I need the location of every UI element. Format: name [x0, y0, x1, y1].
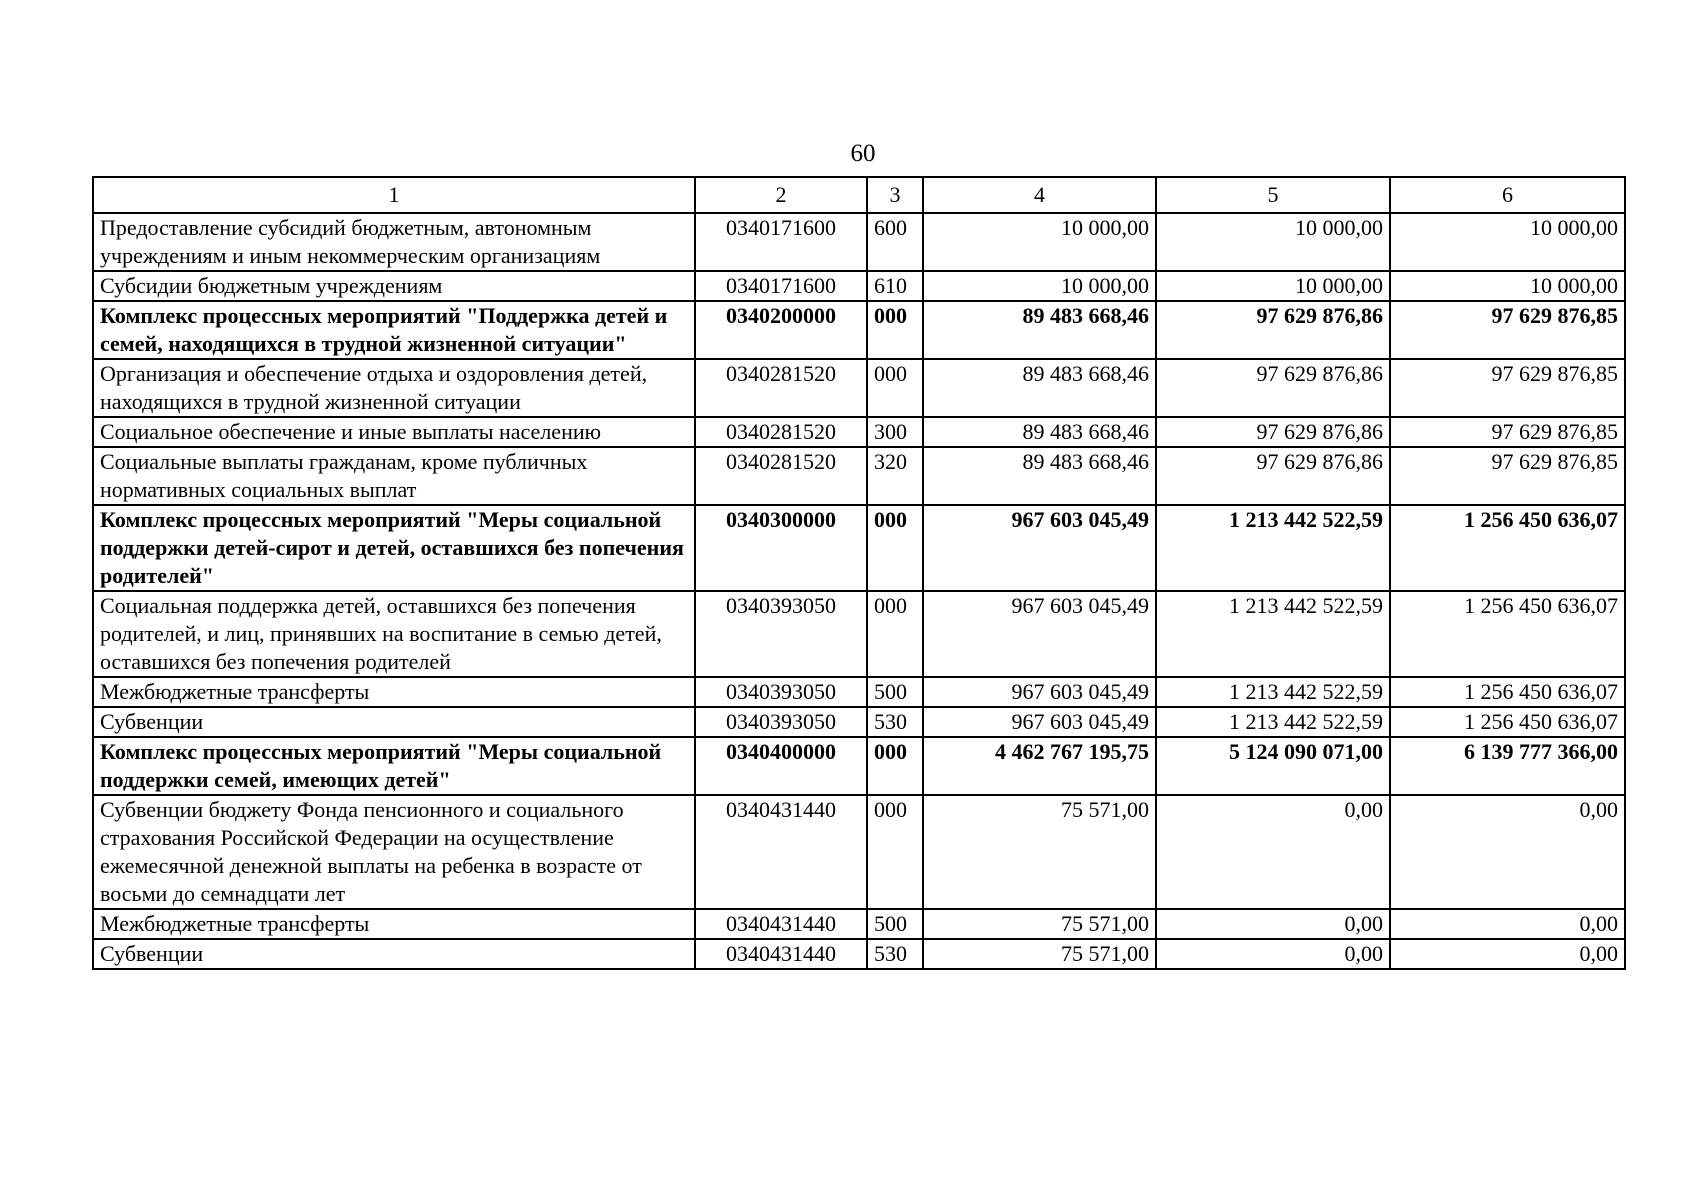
row-amount-col4: 967 603 045,49 — [923, 591, 1156, 677]
table-row — [93, 707, 1625, 737]
row-amount-col5: 0,00 — [1156, 795, 1390, 909]
row-amount-col4: 75 571,00 — [923, 795, 1156, 909]
row-amount-col6: 1 256 450 636,07 — [1390, 591, 1625, 677]
row-kind-cell: 610 — [867, 271, 923, 301]
row-amount-col4: 89 483 668,46 — [923, 359, 1156, 417]
row-amount-col5: 97 629 876,86 — [1156, 447, 1390, 505]
table-row — [93, 417, 1625, 447]
row-name-cell: Комплекс процессных мероприятий "Поддержка детей и семей, находящихся в трудной жизненной ситуации" — [93, 301, 695, 359]
row-amount-col5: 1 213 442 522,59 — [1156, 707, 1390, 737]
row-amount-col6: 1 256 450 636,07 — [1390, 505, 1625, 591]
row-amount-col4: 4 462 767 195,75 — [923, 737, 1156, 795]
row-name-cell: Комплекс процессных мероприятий "Меры социальной поддержки детей-сирот и детей, оставшихся без попечения родителей" — [93, 505, 695, 591]
row-amount-col4: 967 603 045,49 — [923, 707, 1156, 737]
row-code-cell: 0340300000 — [695, 505, 867, 591]
row-amount-col6: 6 139 777 366,00 — [1390, 737, 1625, 795]
table-row — [93, 359, 1625, 417]
row-name-cell: Субвенции — [93, 707, 695, 737]
row-kind-cell: 300 — [867, 417, 923, 447]
row-amount-col6: 97 629 876,85 — [1390, 359, 1625, 417]
row-kind-cell: 000 — [867, 591, 923, 677]
row-name-cell: Социальное обеспечение и иные выплаты населению — [93, 417, 695, 447]
row-kind-cell: 530 — [867, 939, 923, 969]
row-amount-col5: 0,00 — [1156, 909, 1390, 939]
row-amount-col6: 10 000,00 — [1390, 271, 1625, 301]
table-row — [93, 939, 1625, 969]
row-code-cell: 0340393050 — [695, 677, 867, 707]
row-kind-cell: 000 — [867, 737, 923, 795]
row-name-cell: Социальная поддержка детей, оставшихся без попечения родителей, и лиц, принявших на воспитание в семью детей, оставшихся без попечения родителей — [93, 591, 695, 677]
row-amount-col6: 1 256 450 636,07 — [1390, 677, 1625, 707]
table-row — [93, 271, 1625, 301]
row-kind-cell: 600 — [867, 213, 923, 271]
row-amount-col6: 97 629 876,85 — [1390, 301, 1625, 359]
row-amount-col5: 97 629 876,86 — [1156, 417, 1390, 447]
column-header: 6 — [1390, 177, 1625, 213]
row-code-cell: 0340393050 — [695, 591, 867, 677]
row-kind-cell: 000 — [867, 505, 923, 591]
row-kind-cell: 000 — [867, 359, 923, 417]
row-name-cell: Комплекс процессных мероприятий "Меры социальной поддержки семей, имеющих детей" — [93, 737, 695, 795]
table-row — [93, 677, 1625, 707]
row-code-cell: 0340431440 — [695, 909, 867, 939]
row-amount-col5: 97 629 876,86 — [1156, 301, 1390, 359]
row-amount-col5: 10 000,00 — [1156, 213, 1390, 271]
row-amount-col6: 1 256 450 636,07 — [1390, 707, 1625, 737]
row-name-cell: Субсидии бюджетным учреждениям — [93, 271, 695, 301]
row-amount-col6: 0,00 — [1390, 939, 1625, 969]
row-code-cell: 0340400000 — [695, 737, 867, 795]
header-row — [93, 177, 1625, 213]
row-amount-col4: 89 483 668,46 — [923, 447, 1156, 505]
row-amount-col4: 89 483 668,46 — [923, 301, 1156, 359]
column-header: 4 — [923, 177, 1156, 213]
row-code-cell: 0340281520 — [695, 417, 867, 447]
row-name-cell: Предоставление субсидий бюджетным, автономным учреждениям и иным некоммерческим организациям — [93, 213, 695, 271]
row-amount-col5: 1 213 442 522,59 — [1156, 505, 1390, 591]
row-amount-col6: 0,00 — [1390, 795, 1625, 909]
row-amount-col5: 1 213 442 522,59 — [1156, 677, 1390, 707]
column-header: 2 — [695, 177, 867, 213]
table-row — [93, 909, 1625, 939]
row-kind-cell: 530 — [867, 707, 923, 737]
page-number: 60 — [850, 140, 876, 167]
row-code-cell: 0340281520 — [695, 359, 867, 417]
row-kind-cell: 500 — [867, 909, 923, 939]
row-code-cell: 0340431440 — [695, 939, 867, 969]
row-name-cell: Организация и обеспечение отдыха и оздоровления детей, находящихся в трудной жизненной ситуации — [93, 359, 695, 417]
row-name-cell: Субвенции бюджету Фонда пенсионного и социального страхования Российской Федерации на осуществление ежемесячной денежной выплаты на ребенка в возрасте от восьми до семнадцати лет — [93, 795, 695, 909]
table-row — [93, 591, 1625, 677]
column-header: 3 — [867, 177, 923, 213]
row-name-cell: Межбюджетные трансферты — [93, 909, 695, 939]
row-code-cell: 0340431440 — [695, 795, 867, 909]
table-row — [93, 213, 1625, 271]
row-code-cell: 0340393050 — [695, 707, 867, 737]
row-amount-col5: 1 213 442 522,59 — [1156, 591, 1390, 677]
table-row — [93, 505, 1625, 591]
column-header: 5 — [1156, 177, 1390, 213]
row-amount-col6: 0,00 — [1390, 909, 1625, 939]
row-amount-col6: 97 629 876,85 — [1390, 447, 1625, 505]
row-kind-cell: 500 — [867, 677, 923, 707]
row-amount-col4: 967 603 045,49 — [923, 677, 1156, 707]
row-name-cell: Субвенции — [93, 939, 695, 969]
table-row — [93, 301, 1625, 359]
row-amount-col4: 89 483 668,46 — [923, 417, 1156, 447]
row-name-cell: Межбюджетные трансферты — [93, 677, 695, 707]
row-amount-col5: 10 000,00 — [1156, 271, 1390, 301]
row-kind-cell: 000 — [867, 301, 923, 359]
row-name-cell: Социальные выплаты гражданам, кроме публичных нормативных социальных выплат — [93, 447, 695, 505]
budget-table — [92, 176, 1626, 970]
row-amount-col4: 10 000,00 — [923, 213, 1156, 271]
table-row — [93, 737, 1625, 795]
table-row — [93, 795, 1625, 909]
row-amount-col4: 75 571,00 — [923, 909, 1156, 939]
row-code-cell: 0340171600 — [695, 213, 867, 271]
row-code-cell: 0340281520 — [695, 447, 867, 505]
row-amount-col6: 10 000,00 — [1390, 213, 1625, 271]
row-amount-col4: 75 571,00 — [923, 939, 1156, 969]
row-amount-col4: 967 603 045,49 — [923, 505, 1156, 591]
row-kind-cell: 320 — [867, 447, 923, 505]
row-kind-cell: 000 — [867, 795, 923, 909]
row-amount-col5: 0,00 — [1156, 939, 1390, 969]
table-row — [93, 447, 1625, 505]
row-amount-col5: 5 124 090 071,00 — [1156, 737, 1390, 795]
row-amount-col5: 97 629 876,86 — [1156, 359, 1390, 417]
row-amount-col6: 97 629 876,85 — [1390, 417, 1625, 447]
row-amount-col4: 10 000,00 — [923, 271, 1156, 301]
column-header: 1 — [93, 177, 695, 213]
row-code-cell: 0340171600 — [695, 271, 867, 301]
row-code-cell: 0340200000 — [695, 301, 867, 359]
table-body — [93, 213, 1625, 969]
